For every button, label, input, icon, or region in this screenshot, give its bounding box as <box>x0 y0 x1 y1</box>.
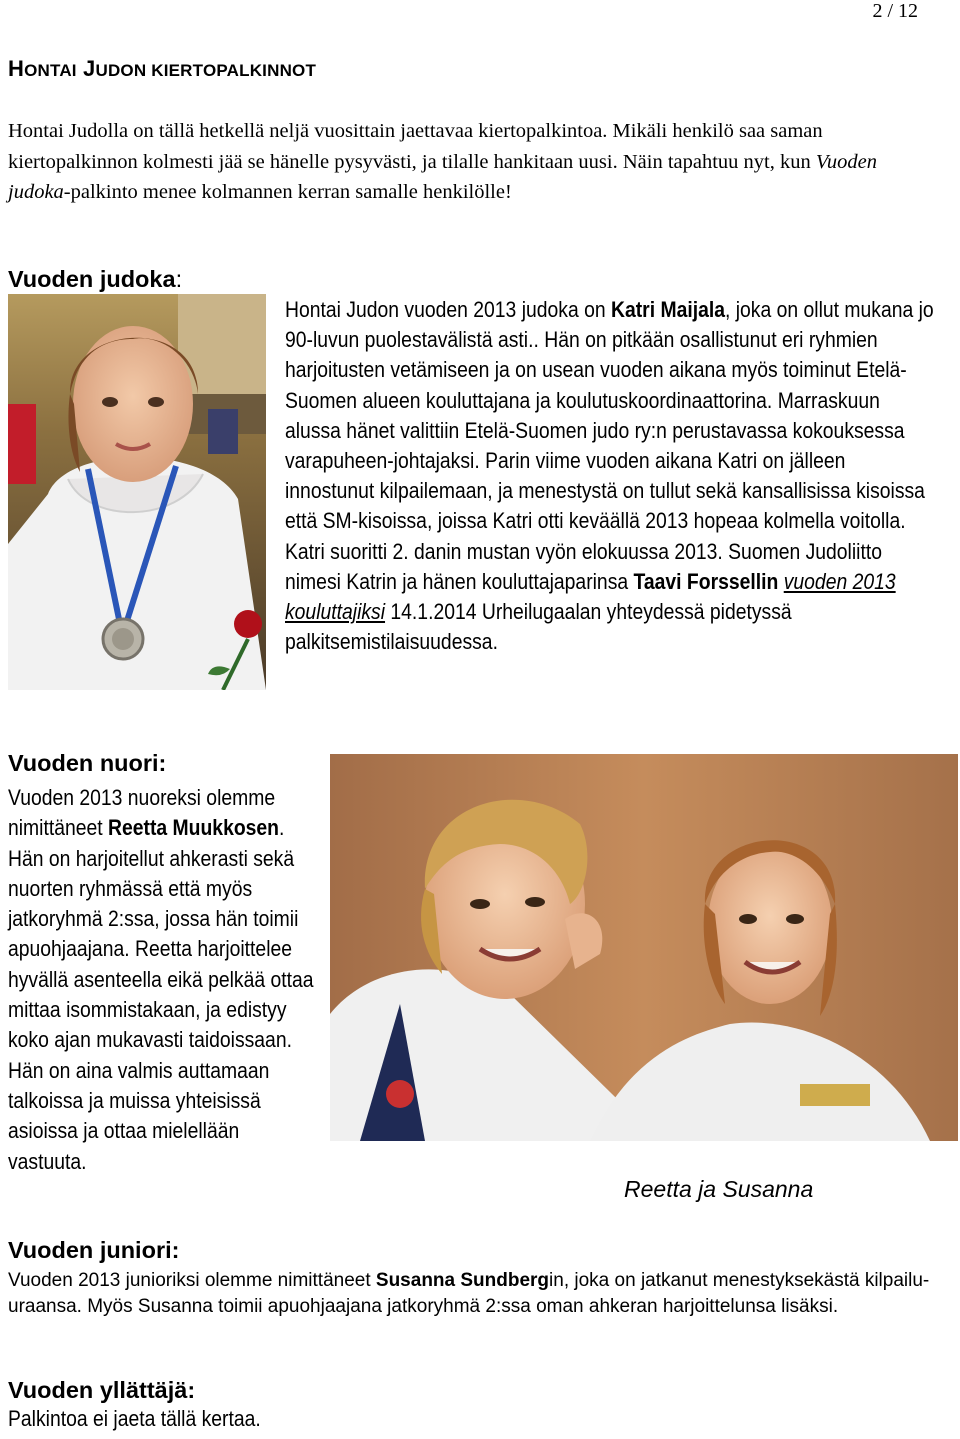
nuori-text-2: . Hän on harjoitellut ahkerasti sekä nuorten ryhmässä että myös jatkoryhmä 2:ssa, jossa hän toimii apuohjaajana. Reetta harjoittelee hyvällä asenteella eikä pelkää ottaa mittaa isommistakaan, ja edistyy koko ajan mukavasti taidoissaan. Hän on aina valmis auttamaan talkoissa ja muissa yhteisissä asioissa ja ottaa mielellään vastuuta. <box>8 815 314 1174</box>
nuori-text-1: Vuoden 2013 nuoreksi olemme nimittäneet <box>8 785 276 841</box>
judoka-name: Katri Maijala <box>610 297 725 322</box>
bio-text-1: Hontai Judon vuoden 2013 judoka on <box>285 297 611 322</box>
title-initial-j: J <box>83 56 96 81</box>
nuori-name: Reetta Muukkosen <box>108 815 280 841</box>
title-initial-h: H <box>8 56 25 81</box>
photo-katri-graphic <box>8 294 266 690</box>
page-number: 2 / 12 <box>872 0 918 22</box>
juniori-heading: Vuoden juniori: <box>8 1237 180 1263</box>
intro-text-a: Hontai Judolla on tällä hetkellä neljä vuosittain jaettavaa kiertopalkintoa. Mikäli henkilö saa saman kiertopalkinnon kolmesti jää se hänelle pysyvästi, ja tilalle hankitaan uusi. Näin tapahtuu nyt, kun <box>8 120 823 173</box>
photo-caption: Reetta ja Susanna <box>624 1176 814 1202</box>
intro-paragraph <box>8 116 938 208</box>
award-link-text: vuoden 2013 kouluttajiksi <box>285 568 896 625</box>
juniori-paragraph <box>8 1268 938 1320</box>
page-title <box>8 56 316 82</box>
bio-text-4: 14.1.2014 Urheilugaalan yhteydessä pidetyssä palkitsemistilaisuudessa. <box>285 599 792 655</box>
judoka-heading-text: Vuoden judoka <box>8 266 176 292</box>
yllattaja-heading: Vuoden yllättäjä: <box>8 1377 196 1403</box>
intro-award-name: Vuoden judoka <box>8 150 877 203</box>
photo-reetta-susanna-graphic <box>330 754 958 1141</box>
photo-katri-maijala <box>8 294 266 690</box>
title-rest-2: UDON KIERTOPALKINNOT <box>95 61 317 80</box>
bio-text-2: , joka on ollut mukana jo 90-luvun puolestavälistä asti.. Hän on pitkään osallistunut eri ryhmien harjoitusten vetämiseen ja on usean vuoden aikana myös toiminut Etelä-Suomen alueen kouluttajana ja koulutuskoordinaattorina. Marraskuun alussa hänet valittiin Etelä-Suomen judo ry:n perustavassa kokouksessa varapuheen-johtajaksi. Parin viime vuoden aikana Katri on jälleen innostunut kilpailemaan, ja menestystä on tullut sekä kansallisissa kisoissa että SM-kisoissa, joissa Katri otti keväällä 2013 hopeaa kolmella voitolla. Katri suoritti 2. danin mustan vyön elokuussa 2013. Suomen Judoliitto nimesi Katrin ja hänen kouluttajaparinsa <box>285 297 934 594</box>
judoka-heading-colon: : <box>175 266 183 292</box>
intro-text-b: -palkinto menee kolmannen kerran samalle henkilölle! <box>63 181 512 203</box>
photo-reetta-susanna <box>330 754 958 1141</box>
juniori-text-2: in, joka on jatkanut menestyksekästä kilpailu-uraansa. Myös Susanna toimii apuohjaajana jatkoryhmä 2:ssa oman ahkeran harjoittelunsa lisäksi. <box>8 1270 930 1317</box>
title-rest-1: ONTAI <box>24 61 77 80</box>
yllattaja-text: Palkintoa ei jaeta tällä kertaa. <box>8 1406 261 1431</box>
nuori-heading: Vuoden nuori: <box>8 750 167 776</box>
judoka-heading <box>8 266 182 293</box>
juniori-name: Susanna Sundberg <box>375 1270 550 1291</box>
judoka-bio <box>285 295 939 657</box>
coach-name: Taavi Forssellin <box>633 568 779 594</box>
juniori-text-1: Vuoden 2013 junioriksi olemme nimittäneet <box>8 1270 376 1291</box>
